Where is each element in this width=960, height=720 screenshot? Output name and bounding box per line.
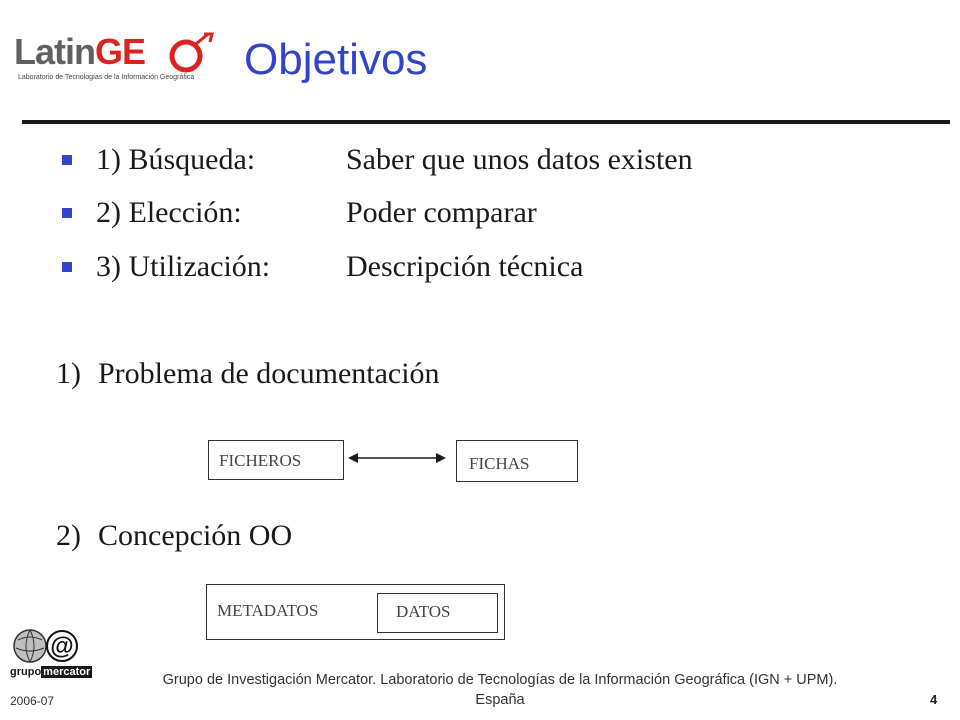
grupo-mercator-logo [10, 626, 98, 684]
datos-box: DATOS [377, 593, 498, 633]
section-text: Problema de documentación [98, 357, 440, 390]
latingeo-logo [14, 30, 214, 100]
bullet-square-icon [62, 208, 72, 218]
page-title: Objetivos [244, 35, 428, 84]
logo-subtitle: Laboratorio de Tecnologías de la Información Geográfica [18, 74, 195, 81]
page-number: 4 [930, 692, 938, 707]
bullet-label: 3) Utilización: [96, 250, 271, 283]
svg-text:@: @ [50, 633, 74, 660]
bullet-description: Descripción técnica [346, 250, 584, 283]
bullet-label: 1) Búsqueda: [96, 143, 256, 176]
bullet-square-icon [62, 262, 72, 272]
footer-line-2: España [475, 692, 525, 708]
bullet-square-icon [62, 155, 72, 165]
title-divider [22, 120, 950, 124]
footer-line-1: Grupo de Investigación Mercator. Laboratorio de Tecnologías de la Información Geográfica (IGN + UPM). [162, 672, 838, 688]
globe-icon [168, 32, 216, 76]
double-arrow-icon [346, 448, 448, 468]
fichas-box: FICHAS [456, 440, 578, 482]
footer-date: 2006-07 [10, 694, 55, 708]
section-number: 1) [56, 357, 81, 390]
section-text: Concepción OO [98, 519, 293, 552]
section-number: 2) [56, 519, 81, 552]
globe-at-icon [10, 626, 98, 666]
section-heading-1 [56, 354, 440, 394]
footer-caption [100, 670, 900, 710]
metadatos-label: METADATOS [217, 601, 319, 620]
bullet-description: Saber que unos datos existen [346, 143, 693, 176]
bullet-description: Poder comparar [346, 196, 537, 229]
metadatos-box [206, 584, 505, 640]
section-heading-2 [56, 516, 292, 556]
ficheros-box: FICHEROS [208, 440, 344, 480]
bullet-label: 2) Elección: [96, 196, 242, 229]
latingeo-wordmark: LatinGE [14, 31, 146, 72]
mercator-wordmark: grupo mercator [10, 666, 91, 678]
